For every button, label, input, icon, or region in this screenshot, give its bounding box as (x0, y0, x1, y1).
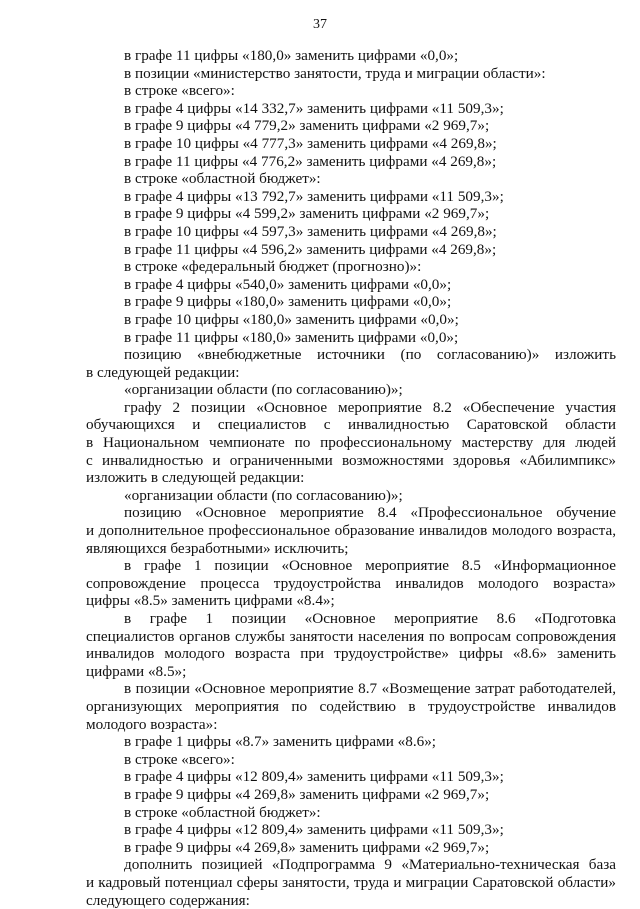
text-line: в графе 10 цифры «4 597,3» заменить цифрами «4 269,8»; (86, 223, 616, 241)
paragraph-external-sources (86, 346, 616, 381)
text-line: молодого возраста»: (86, 716, 616, 734)
text-line: в графе 11 цифры «4 596,2» заменить цифрами «4 269,8»; (86, 241, 616, 259)
text-line: обучающихся и специалистов с инвалидностью Саратовской области (86, 416, 616, 434)
quoted-text: «организации области (по согласованию)»; (86, 381, 616, 399)
text-line: в графе 1 позиции «Основное мероприятие 8.5 «Информационное (86, 557, 616, 575)
text-line: в строке «областной бюджет»: (86, 170, 616, 188)
quoted-text: «организации области (по согласованию)»; (86, 487, 616, 505)
text-line: и дополнительное профессиональное образование инвалидов молодого возраста, (86, 522, 616, 540)
text-line: цифры «8.5» заменить цифрами «8.4»; (86, 592, 616, 610)
text-line: в позиции «Основное мероприятие 8.7 «Возмещение затрат работодателей, (86, 680, 616, 698)
text-line: в графе 9 цифры «4 779,2» заменить цифрами «2 969,7»; (86, 117, 616, 135)
text-line: инвалидов молодого возраста при трудоустройстве» цифры «8.6» заменить (86, 645, 616, 663)
text-line: в графе 10 цифры «180,0» заменить цифрами «0,0»; (86, 311, 616, 329)
text-line: сопровождение процесса трудоустройства инвалидов молодого возраста» (86, 575, 616, 593)
paragraph-measure-8-6 (86, 610, 616, 680)
text-line: в графе 4 цифры «12 809,4» заменить цифрами «11 509,3»; (86, 768, 616, 786)
text-line: в графе 9 цифры «4 269,8» заменить цифрами «2 969,7»; (86, 839, 616, 857)
paragraph-measure-8-5 (86, 557, 616, 610)
text-line: следующего содержания: (86, 892, 616, 909)
document-body (86, 47, 616, 909)
text-line: в графе 11 цифры «180,0» заменить цифрами «0,0»; (86, 47, 616, 65)
text-line: в графе 4 цифры «14 332,7» заменить цифрами «11 509,3»; (86, 100, 616, 118)
text-line: в строке «областной бюджет»: (86, 804, 616, 822)
text-line: изложить в следующей редакции: (86, 469, 616, 487)
paragraph-subprogram-9 (86, 856, 616, 909)
text-line: с инвалидностью и ограниченными возможностями здоровья «Абилимпикс» (86, 452, 616, 470)
text-line: в графе 9 цифры «180,0» заменить цифрами «0,0»; (86, 293, 616, 311)
text-line: в строке «всего»: (86, 82, 616, 100)
text-line: специалистов органов службы занятости населения по вопросам сопровождения (86, 628, 616, 646)
text-line: позицию «внебюджетные источники (по согласованию)» изложить (86, 346, 616, 364)
text-line: в Национальном чемпионате по профессиональному мастерству для людей (86, 434, 616, 452)
text-line: в графе 1 позиции «Основное мероприятие 8.6 «Подготовка (86, 610, 616, 628)
text-line: в графе 4 цифры «540,0» заменить цифрами «0,0»; (86, 276, 616, 294)
amendment-list-2 (86, 733, 616, 856)
text-line: в графе 9 цифры «4 599,2» заменить цифрами «2 969,7»; (86, 205, 616, 223)
text-line: в графе 4 цифры «13 792,7» заменить цифрами «11 509,3»; (86, 188, 616, 206)
text-line: графу 2 позиции «Основное мероприятие 8.2 «Обеспечение участия (86, 399, 616, 417)
text-line: в графе 1 цифры «8.7» заменить цифрами «8.6»; (86, 733, 616, 751)
paragraph-measure-8-7 (86, 680, 616, 733)
text-line: в строке «всего»: (86, 751, 616, 769)
text-line: в графе 10 цифры «4 777,3» заменить цифрами «4 269,8»; (86, 135, 616, 153)
text-line: дополнить позицией «Подпрограмма 9 «Материально-техническая база (86, 856, 616, 874)
page-number: 37 (0, 17, 640, 33)
amendment-list-1 (86, 47, 616, 346)
text-line: в графе 4 цифры «12 809,4» заменить цифрами «11 509,3»; (86, 821, 616, 839)
text-line: в графе 9 цифры «4 269,8» заменить цифрами «2 969,7»; (86, 786, 616, 804)
text-line: и кадровый потенциал сферы занятости, труда и миграции Саратовской области» (86, 874, 616, 892)
text-line: позицию «Основное мероприятие 8.4 «Профессиональное обучение (86, 504, 616, 522)
text-line: в графе 11 цифры «4 776,2» заменить цифрами «4 269,8»; (86, 153, 616, 171)
paragraph-measure-8-4 (86, 504, 616, 557)
text-line: в позиции «министерство занятости, труда и миграции области»: (86, 65, 616, 83)
text-line: организующих мероприятия по содействию в трудоустройстве инвалидов (86, 698, 616, 716)
text-line: цифрами «8.5»; (86, 663, 616, 681)
text-line: являющихся безработными» исключить; (86, 540, 616, 558)
text-line: в строке «федеральный бюджет (прогнозно)»: (86, 258, 616, 276)
paragraph-measure-8-2 (86, 399, 616, 487)
text-line: в графе 11 цифры «180,0» заменить цифрами «0,0»; (86, 329, 616, 347)
text-line: в следующей редакции: (86, 364, 616, 382)
